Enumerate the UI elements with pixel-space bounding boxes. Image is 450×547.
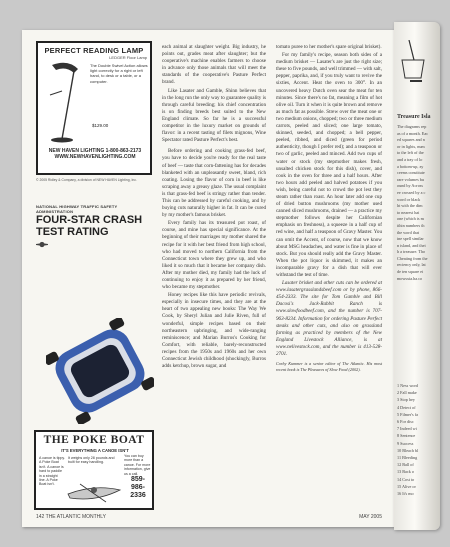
curl-list-item: 9 Success	[397, 440, 414, 446]
curl-heading: Treasure Isla	[397, 114, 431, 120]
curl-text-line: h a treasure. Tho	[397, 249, 426, 255]
poke-ad-title: THE POKE BOAT	[43, 434, 145, 446]
curl-list-item: 8 Sentence	[397, 433, 416, 439]
lamp-ad-title: PERFECT READING LAMP	[44, 46, 144, 55]
article-paragraph: each animal at slaughter weight. Big industry, he points out, grades meat after slaughter; but the cooperative's machine enables farmers to choose in advance only those animals that will meet the standards of the cooperative's Pasture Perfect brand.	[162, 44, 266, 86]
curl-list-item: 5 Filmer's fa	[397, 411, 418, 417]
curl-list-item: 15 Alive or	[397, 483, 416, 489]
mini-cooper-car-image	[46, 318, 154, 424]
curl-text-line: Cheating from the	[397, 255, 428, 261]
curl-text-line: reciency only, lat	[397, 262, 426, 268]
crash-ad-title	[36, 214, 156, 238]
lamp-ad-price: $129.00	[92, 123, 109, 128]
article-paragraph: Honey recipes like this have periodic revivals, especially in insecure times, and they are at the heart of two appealing new books: The Way We Cook, by Sheryl Julian and Julie Riven, full of wonderful, simple recipes based on their northeastern upbringing, and wide-ranging reminiscence; and Marian Burros's Cooking for Comfort, with reliable, barely-reconstructed recipes from the 1950s and 1960s and her own Connecticut Jewish childhood (shockingly, Burros adds ketchup, brown sugar, and	[162, 292, 266, 370]
lamp-ad-subtitle: LEDGER Floor Lamp	[109, 55, 147, 60]
poke-ad-phone-3: 2336	[130, 492, 146, 499]
pencil-cup-icon	[400, 40, 426, 84]
curl-list-item: 7 Indeed wi	[397, 426, 417, 432]
curl-text-line: ithin numbers th	[397, 222, 425, 228]
article-paragraph: Like Lasater and Gamble, Shinn believes that in the long run the only way to guarantee quality is through careful breeding; his chief concentration is on finding breeds best suited to the New England climate. So far he is a successful competitor in the luxury market on grounds of flavor: in a recent tasting of filets mignons, Wine Spectator rated Pasture Perfect's best.	[162, 87, 266, 144]
boat-image	[66, 480, 122, 508]
lamp-ad-phone: NEW HAVEN LIGHTING 1-800-863-2173	[48, 148, 142, 154]
curl-text-line: and a tray of lo	[397, 156, 423, 162]
poke-ad-phone	[124, 476, 152, 500]
author-bio: Corby Kummer is a senior editor of The Atlantic. His most recent book is The Pleasures of Slow Food (2002).	[276, 361, 382, 372]
ordering-info: Lasater brisket and other cuts can be ordered at www.lasatergrasslandsbeef.com or by phone, 866-454-2333. The site for Tom Gamble and Bill Dacosi's Jack-Rabbit Ranch is www.slowfoodbeef.com, and the number is 707-963-8234. Information for ordering Pasture Perfect steaks and other cuts, and also on grassland farming as practiced by members of the New England Livestock Alliance, is at www.nelivestock.com, and the number is 413-528-2701.	[276, 280, 382, 358]
folio-right: MAY 2005	[359, 514, 382, 520]
article-column-middle	[162, 44, 266, 371]
curl-text-line: or in lights, num	[397, 143, 425, 149]
curl-list-item: 14 Cost to	[397, 476, 415, 482]
curl-text-line: ht with the dim	[397, 203, 423, 209]
curl-text-line: The diagrams rep	[397, 124, 427, 129]
poke-boat-advertisement[interactable]	[34, 430, 154, 510]
mini-wings-logo	[36, 241, 48, 248]
magazine-page	[22, 30, 394, 527]
curl-text-line: the word that	[397, 229, 420, 235]
article-paragraph: tomato puree to her mother's spare original brisket).	[276, 44, 382, 50]
article-paragraph: For my family's recipe, season both sides of a medium brisket — Lasater's are just the right size; these to five pounds, and well trimmed — with salt, pepper, paprika, and, if you truly want to revive the sixties, Accent. Heat the oven to 300°. In an uncovered heavy Dutch oven sear the meat for ten minutes. Since there's no fat, meaning a film of hot olive oil. Turn it when it is quite brown and remove as much fat as possible. Strew over the meat one or two medium onions, chopped; two or three medium carrots, peeled and sliced; one large tomato, skinned, seeded, and chopped; a bell pepper, peeled, ribbed, and diced (green for period authenticity, though I prefer red); and a teaspoon or two of garlic, peeled and minced. Add two cups of water or stock (my stepmother makes fresh, unsalted chicken stock for this dish), cover, and cook in the oven for three and a half hours. After two hours add peeled and halved potatoes if you wish, being careful not to crowd the pot lest they steam rather than roast. An hour later add one cup of dried button mushrooms (my mother used canned sliced mushrooms, drained — a practice my stepmother follows despite her Californian emphasis on freshness), a squeeze in a half cup of red wine, and half a teaspoon of Gravy Master. You can omit the Accent, of course, now that we know about MSG headaches, and water is fine in place of stock. But you should really add the Gravy Master. When the pot liquor is skimmed, it makes an incomparable gravy for a dish that will ever withstand the test of time.	[276, 52, 382, 278]
poke-ad-tagline: IT'S EVERYTHING A CANOE ISN'T	[61, 448, 129, 453]
curl-text-line: to the left of the	[397, 150, 424, 156]
lamp-ad-url[interactable]: WWW.NEWHAVENLIGHTING.COM	[54, 154, 136, 160]
curl-text-line: to nearest hai	[397, 209, 420, 215]
curl-list-item: 3 Stop hey	[397, 397, 415, 403]
crash-ad-header: NATIONAL HIGHWAY TRAFFIC SAFETY ADMINISTRATION	[36, 204, 118, 214]
curl-text-line: as of a month. Eac	[397, 130, 429, 136]
curl-list-item: 2 Fall make	[397, 390, 417, 396]
curl-text-line: rare volumes bu	[397, 176, 424, 182]
curl-list-item: 13 Back o	[397, 469, 414, 475]
curl-text-line: ound by Across	[397, 183, 424, 189]
lamp-ad-body: The Double Swivel Action allows light correctly for a right or left hand, to desk or a table, or a computer.	[90, 63, 148, 84]
curl-list-item: 6 For disc	[397, 419, 414, 425]
curl-text-line: one (which is m	[397, 216, 424, 222]
curl-body-text	[397, 124, 437, 282]
curl-text-line: ceems constitute	[397, 170, 425, 176]
curl-text-line: ine spell similar	[397, 236, 424, 242]
next-page-curl[interactable]	[394, 22, 440, 530]
poke-ad-right-text: You can buy more than a canoe. For more information, give us a call.	[124, 454, 151, 476]
curl-list-item: 10 Bleach bl	[397, 447, 419, 453]
curl-list-item: 16 It's mo	[397, 491, 414, 497]
lamp-advertisement[interactable]	[36, 41, 152, 175]
poke-ad-phone-2: 986-	[130, 484, 145, 491]
folio-left: 142 THE ATLANTIC MONTHLY	[36, 514, 107, 520]
poke-ad-left-text: A canoe is tippy. A Poke Boat isn't. A canoe is hard to paddle in a straight line. A Poke Boat isn't.	[39, 456, 65, 487]
curl-clue-list	[397, 382, 437, 497]
article-paragraph: Every family has its treasured pot roast, of course, and mine has special significance. At the beginning of their marriages my mother shared the recipe for it with her best friend from high school, who had moved to northern California from the Connecticut town where they grew up, and who liked it so much that it became her company dish. After my mother died, my family had the luck of continuing to enjoy it as prepared by her friend, who became my stepmother.	[162, 220, 266, 291]
poke-ad-phone-1: 859-	[130, 476, 145, 483]
curl-text-line: word or black	[397, 196, 421, 202]
crash-ad-title-line2: TEST RATING	[36, 226, 109, 238]
curl-list-item: 11 Bleeding	[397, 455, 418, 461]
floor-lamp-image	[44, 61, 86, 143]
lamp-ad-copyright: © 2005 Ridley & Company, a division of NEW HAVEN Lighting, Inc.	[36, 178, 137, 182]
curl-text-line: ed squares and n	[397, 137, 425, 143]
curl-text-line: de ten square ei	[397, 269, 424, 275]
curl-text-line: mowsxia.ha.co	[397, 275, 423, 281]
lamp-ad-contact	[44, 148, 146, 160]
article-column-right	[276, 44, 382, 373]
crash-ad-title-line1: FOUR-STAR CRASH	[36, 214, 143, 226]
curl-list-item: 12 Ball of	[397, 462, 414, 468]
article-paragraph: Before ordering and cooking grass-fed beef, you have to decide you're ready for the real taste of beef — taste that corn-fattening has for decades blanketed with an unpleasantly sweet, bland, rich coating. Losing the flavor of corn in beef is like scraping away a greasy glaze. The usual complaint is that grass-fed beef is stringy rather than tender. This can be addressed by careful cooking, and by buying cuts naturally higher in fat. It can be cured by my mother's famous brisket.	[162, 148, 266, 219]
curl-text-line: a bottom-up, zy	[397, 163, 424, 169]
curl-list-item: 4 Detect of	[397, 404, 416, 410]
poke-ad-mid-text: It weighs only 28 pounds and built for easy handling.	[68, 456, 115, 465]
curl-text-line: ee crossed by a c	[397, 189, 426, 195]
curl-list-item: 1 Ness word	[397, 383, 418, 388]
curl-text-line: n island, and thei	[397, 242, 426, 248]
